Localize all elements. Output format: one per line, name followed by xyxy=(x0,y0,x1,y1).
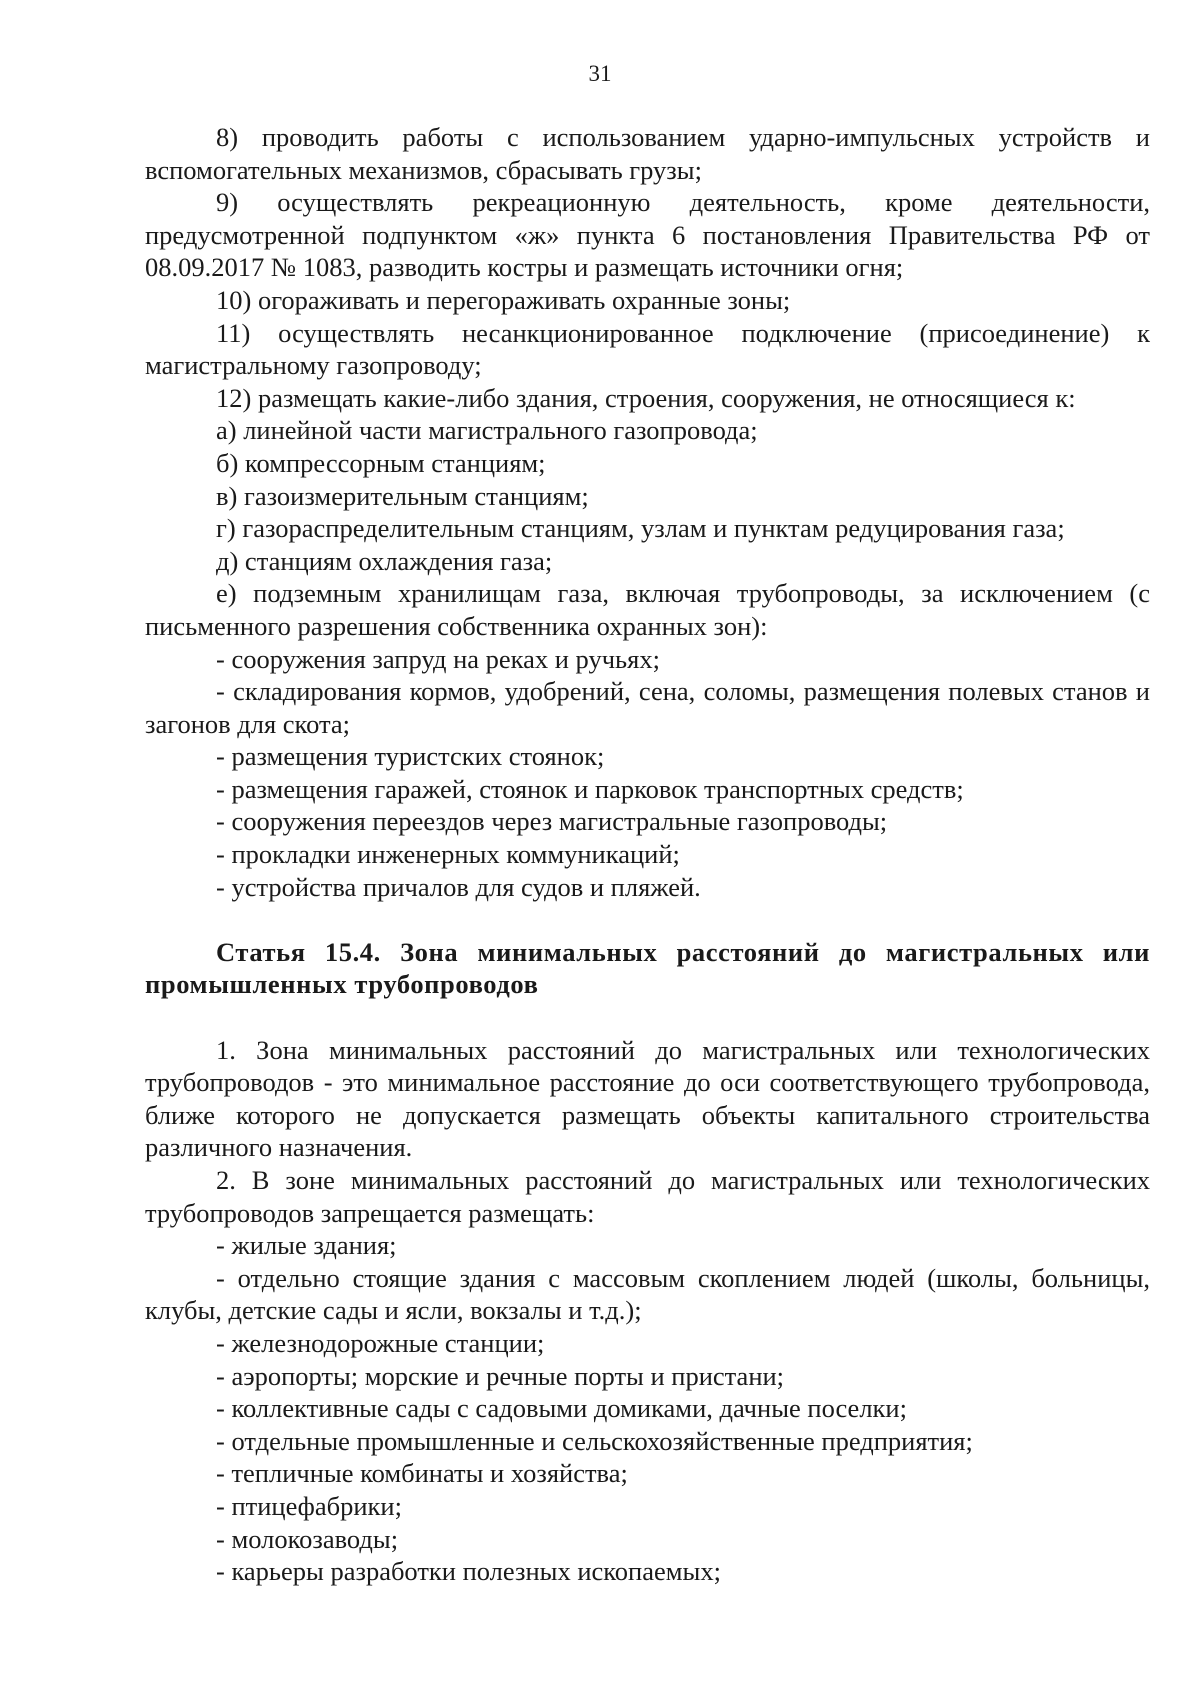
paragraph: 10) огораживать и перегораживать охранные зоны; xyxy=(216,284,791,315)
list-item: в) газоизмерительным станциям; xyxy=(216,480,589,511)
list-item: - коллективные сады с садовыми домиками, дачные поселки; xyxy=(216,1393,907,1424)
list-item: - размещения туристских стоянок; xyxy=(216,741,605,772)
list-item: - карьеры разработки полезных ископаемых; xyxy=(216,1556,721,1587)
list-item: - прокладки инженерных коммуникаций; xyxy=(216,839,680,870)
list-item: - жилые здания; xyxy=(216,1230,397,1261)
list-item: - сооружения запруд на реках и ручьях; xyxy=(216,643,660,674)
list-item: г) газораспределительным станциям, узлам и пунктам редуцирования газа; xyxy=(216,513,1065,544)
list-item: - отдельные промышленные и сельскохозяйственные предприятия; xyxy=(216,1425,973,1456)
document-body xyxy=(145,121,1150,1588)
list-item: - сооружения переездов через магистральные газопроводы; xyxy=(216,806,888,837)
list-item: - железнодорожные станции; xyxy=(216,1327,545,1358)
paragraph: 11) осуществлять несанкционированное подключение (присоединение) к магистральному газопроводу; xyxy=(145,317,1150,381)
article-heading: Статья 15.4. Зона минимальных расстояний до магистральных или промышленных трубопроводов xyxy=(145,936,1150,1000)
list-item: - устройства причалов для судов и пляжей. xyxy=(216,871,701,902)
paragraph: 12) размещать какие-либо здания, строения, сооружения, не относящиеся к: xyxy=(216,382,1076,413)
page-number: 31 xyxy=(588,61,612,86)
list-item: - птицефабрики; xyxy=(216,1490,402,1521)
paragraph: 8) проводить работы с использованием ударно-импульсных устройств и вспомогательных механизмов, сбрасывать грузы; xyxy=(145,122,1150,185)
list-item: а) линейной части магистрального газопровода; xyxy=(216,415,758,446)
list-item: - аэропорты; морские и речные порты и пристани; xyxy=(216,1360,785,1391)
paragraph: 2. В зоне минимальных расстояний до магистральных или технологических трубопроводов запрещается размещать: xyxy=(145,1165,1150,1228)
list-item: е) подземным хранилищам газа, включая трубопроводы, за исключением (с письменного разрешения собственника охранных зон): xyxy=(145,578,1150,641)
list-item: - размещения гаражей, стоянок и парковок транспортных средств; xyxy=(216,773,964,804)
list-item: - отдельно стоящие здания с массовым скоплением людей (школы, больницы, клубы, детские сады и ясли, вокзалы и т.д.); xyxy=(145,1262,1150,1326)
list-item: б) компрессорным станциям; xyxy=(216,447,546,478)
list-item: - молокозаводы; xyxy=(216,1523,399,1554)
list-item: - складирования кормов, удобрений, сена, соломы, размещения полевых станов и загонов для скота; xyxy=(145,676,1150,739)
paragraph: 9) осуществлять рекреационную деятельность, кроме деятельности, предусмотренной подпунктом «ж» пункта 6 постановления Правительства РФ от 08.09.2017 № 1083, разводить костры и размещать источники огня; xyxy=(145,187,1150,283)
list-item: д) станциям охлаждения газа; xyxy=(216,545,553,576)
paragraph: 1. Зона минимальных расстояний до магистральных или технологических трубопроводов - это минимальное расстояние до оси соответствующего трубопровода, ближе которого не допускается размещать объекты капитального строительства различного назначения. xyxy=(145,1034,1150,1163)
list-item: - тепличные комбинаты и хозяйства; xyxy=(216,1458,628,1489)
